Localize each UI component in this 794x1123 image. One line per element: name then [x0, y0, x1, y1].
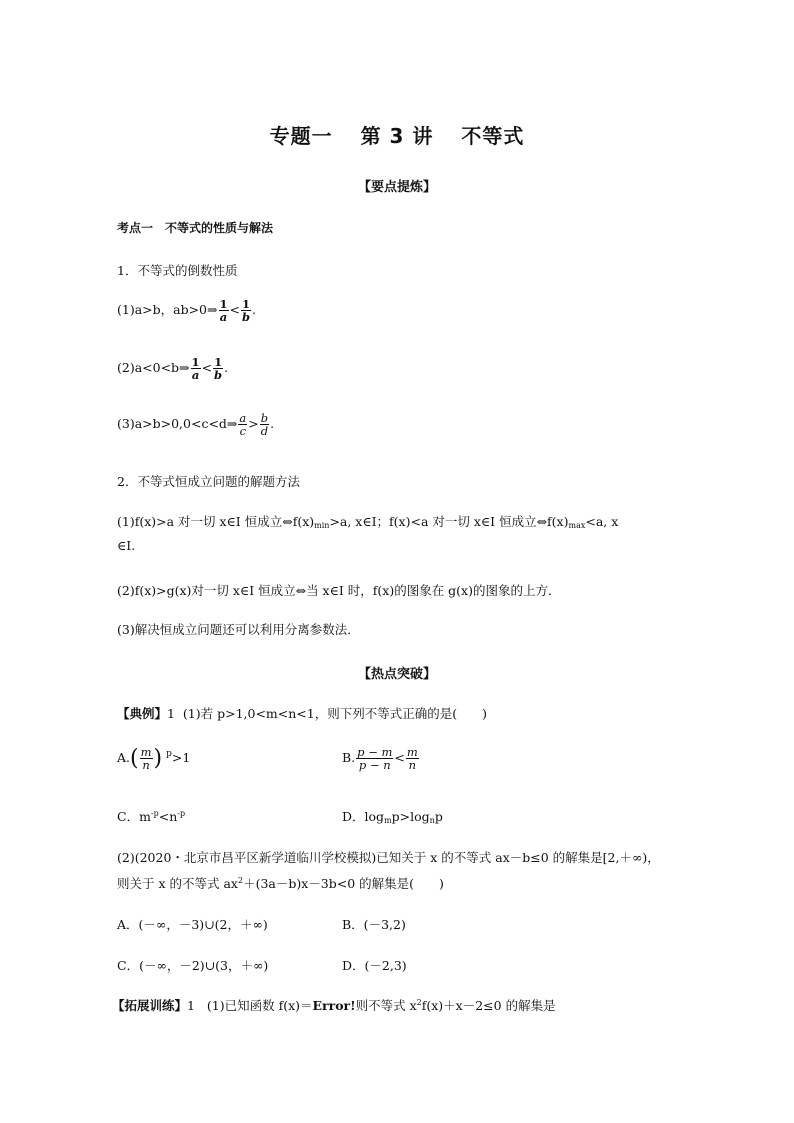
option-d: D．$\log_mp>\log_np$ [342, 809, 443, 825]
method-1-line-1: (1)f(x)>a 对一切 x∈I 恒成立$\Leftrightarrow f(x)_{min}>a$, x∈I；f(x)<a 对一切 x∈I 恒成立$\Leftrightarrow f(x)_{max}<a$, x [117, 514, 619, 530]
item-1-heading: 1．不等式的倒数性质 [117, 263, 238, 278]
reciprocal-property-2: (2)a<0<b⇒ $\frac{1}{a}$ < $\frac{1}{b}$ . [117, 355, 229, 382]
question-2-line-1: (2)(2020・北京市昌平区新学道临川学校模拟)已知关于 x 的不等式 ax－b≤0 的解集是[2,＋∞)， [117, 850, 660, 865]
method-1-line-2: ∈I. [117, 538, 136, 553]
fraction: $\frac{m}{n}$ [140, 745, 152, 772]
fraction: $\frac{1}{b}$ [214, 355, 223, 382]
fraction: $\frac{b}{d}$ [260, 411, 269, 438]
section-heading-hot-topics: 【热点突破】 [357, 667, 436, 682]
method-2: (2)f(x)>g(x)对一切 x∈I 恒成立⇔当 x∈I 时，f(x)的图象在 g(x)的图象的上方． [117, 583, 561, 598]
fraction: $\frac{m}{n}$ [406, 745, 418, 772]
method-3: (3)解决恒成立问题还可以利用分离参数法． [117, 622, 360, 637]
page-title: 专题一 第 3 讲 不等式 [269, 124, 525, 148]
fraction: $\frac{p - m}{p - n}$ [357, 745, 393, 772]
fraction: $\frac{a}{c}$ [239, 411, 247, 438]
exam-point-heading: 考点一 不等式的性质与解法 [117, 221, 274, 235]
example-1-question: 【典例】1 (1)若 p>1,0<m<n<1，则下列不等式正确的是( ) [117, 706, 487, 721]
option-a: A.( $\frac{m}{n}$ ) $^p$>1 [117, 745, 191, 772]
q2-option-a: A．(－∞，－3)∪(2，＋∞) [117, 917, 268, 932]
q2-option-c: C．(－∞，－2)∪(3，＋∞) [117, 958, 269, 973]
fraction: $\frac{1}{b}$ [242, 297, 251, 324]
reciprocal-property-1: (1)a>b，ab>0⇒ $\frac{1}{a}$ < $\frac{1}{b}$ . [117, 297, 257, 324]
reciprocal-property-3: (3)a>b>0,0<c<d⇒ $\frac{a}{c}$ > $\frac{b}{d}$ . [117, 411, 275, 438]
fraction: $\frac{1}{a}$ [219, 297, 228, 324]
item-2-heading: 2．不等式恒成立问题的解题方法 [117, 474, 300, 489]
option-c: C．$m^{-p}<n^{-p}$ [117, 809, 186, 824]
section-heading-key-points: 【要点提炼】 [357, 180, 436, 195]
question-2-line-2: 则关于 x 的不等式 $ax^2+(3a-b)x-3b<0$ 的解集是( ) [117, 876, 444, 891]
extension-training-question: 【拓展训练】1 (1)已知函数 f(x)＝Error!则不等式 $x^2f(x)+x-2\le 0$ 的解集是 [112, 998, 556, 1013]
fraction: $\frac{1}{a}$ [191, 355, 200, 382]
option-b: B. $\frac{p - m}{p - n}$ < $\frac{m}{n}$ [342, 745, 418, 772]
q2-option-d: D．(－2,3) [342, 958, 407, 973]
q2-option-b: B．(－3,2) [342, 917, 406, 932]
